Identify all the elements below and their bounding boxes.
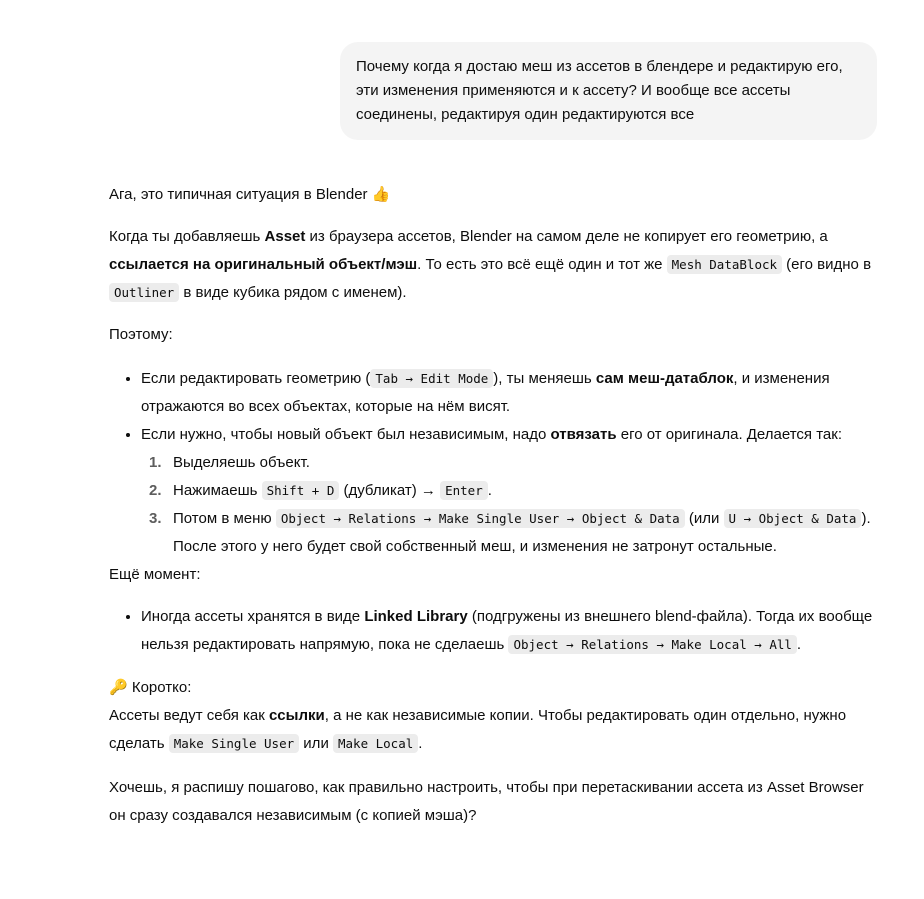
- follow-up-question: Хочешь, я распишу пошагово, как правильно настроить, чтобы при перетаскивании ассета из Asset Browser он сразу создавался независимым (с копией мэша)?: [109, 779, 864, 824]
- intro-line: Ага, это типичная ситуация в Blender 👍: [109, 185, 391, 203]
- bullet-list-linked: [109, 603, 879, 659]
- paragraph-asset-explanation: Когда ты добавляешь Asset из браузера ассетов, Blender на самом деле не копирует его геометрию, а ссылается на оригинальный объект/мэш. То есть это всё ещё один и тот же Mesh DataBlock (его видно в Outliner в виде кубика рядом с именем).: [109, 228, 872, 301]
- thumbs-up-icon: 👍: [371, 185, 391, 203]
- step-item: 3. Потом в меню Object → Relations → Make Single User → Object & Data (или U → Object & Data ). После этого у него будет свой собственный меш, и изменения не затронут остальные.: [173, 505, 879, 561]
- step-item: 2. Нажимаешь Shift + D (дубликат) → Enter .: [149, 482, 492, 499]
- short-label: 🔑 Коротко:: [109, 678, 192, 696]
- bullet-list: [109, 365, 879, 561]
- key-icon: 🔑: [109, 678, 128, 696]
- another-point-label: Ещё момент:: [109, 566, 201, 583]
- code-mesh-datablock: Mesh DataBlock: [667, 255, 782, 274]
- list-item: • Если нужно, чтобы новый объект был независимым, надо отвязать его от оригинала. Делается так: 1. Выделяешь объект. 2. Нажимаешь Shift + D (дубликат) → Enter . 3. Потом в меню Object → Relations → Make Single User → Object & Data (или U → Object & Data ). После этого у него будет свой собственный меш, и изменения не затронут остальные.: [141, 421, 879, 561]
- user-message-bubble: Почему когда я достаю меш из ассетов в блендере и редактирую его, эти изменения применяются и к ассету? И вообще все ассеты соединены, редактируя один редактируются все: [340, 42, 877, 140]
- after-steps-note: После этого у него будет свой собственный меш, и изменения не затронут остальные.: [173, 538, 777, 555]
- assistant-message: [109, 180, 879, 830]
- steps-list: [141, 449, 879, 561]
- list-item: • Иногда ассеты хранятся в виде Linked Library (подгружены из внешнего blend-файла). Тогда их вообще нельзя редактировать напрямую, пока не сделаешь Object → Relations → Make Local → All .: [141, 603, 879, 659]
- step-item: 1. Выделяешь объект.: [149, 454, 310, 471]
- therefore-label: Поэтому:: [109, 326, 173, 343]
- user-message: [340, 42, 877, 140]
- list-item: • Если редактировать геометрию ( Tab → Edit Mode ), ты меняешь сам меш-датаблок, и изменения отражаются во всех объектах, которые на нём висят.: [141, 365, 879, 421]
- code-outliner: Outliner: [109, 283, 179, 302]
- summary-paragraph: Ассеты ведут себя как ссылки, а не как независимые копии. Чтобы редактировать один отдельно, нужно сделать Make Single User или Make Local .: [109, 707, 847, 752]
